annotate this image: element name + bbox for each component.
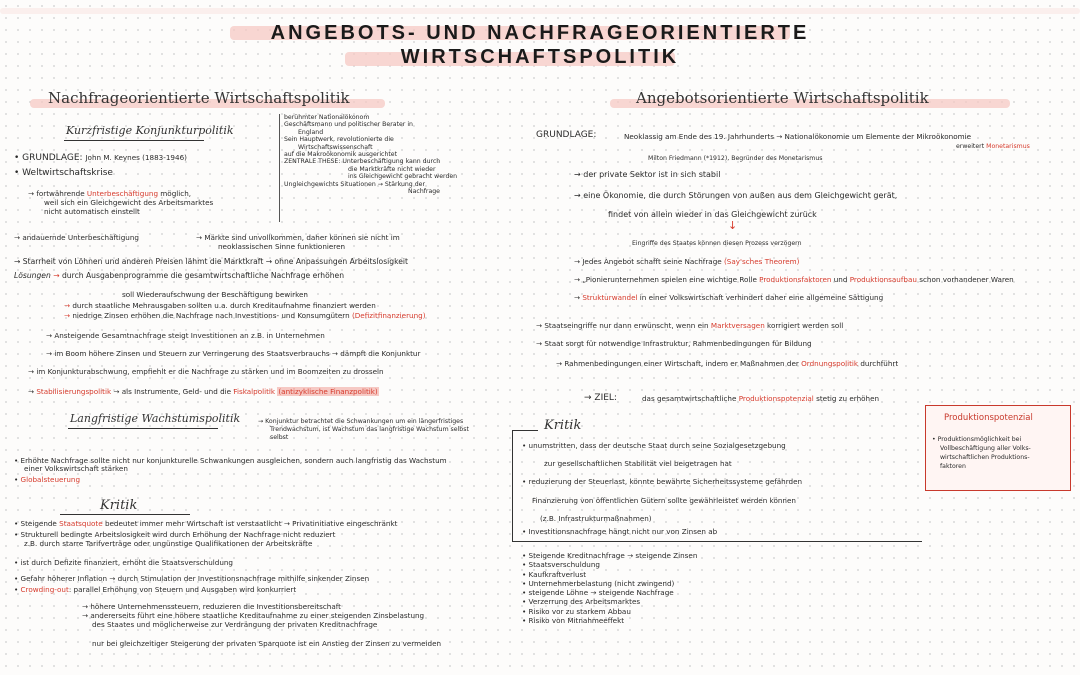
kritik-left-5: • Gefahr höherer Inflation → durch Stimulation der Investitionsnachfrage mithilfe sinkender Zinsen (14, 574, 370, 583)
ziel-post: stetig zu erhöhen (813, 394, 880, 403)
kritik-left-7: → höhere Unternehmenssteuern, reduzieren die Investitionsbereitschaft (82, 602, 341, 611)
andauernde-text: andauernde Unterbeschäftigung (22, 233, 139, 242)
short-term-underline (64, 140, 204, 141)
k6-post: : parallel Erhöhung von Steuern und Ausgaben wird konkurriert (68, 585, 297, 594)
kritik-left-8: → andererseits führt eine höhere staatliche Kreditaufnahme zu einer steigenden Zinsbelastung (82, 611, 425, 620)
k1-post: bedeutet immer mehr Wirtschaft ist verstaatlicht → Privatinitiative eingeschränkt (102, 519, 398, 528)
kritik-list-item-7: Risiko von Mitnahmeeffekt (528, 616, 625, 626)
kritik-list-item: • Steigende Kreditnachfrage → steigende Zinsen (522, 551, 698, 560)
keynes-note-5: auf die Makroökonomik ausgerichtet (284, 151, 398, 159)
page-title-line2: WIRTSCHAFTSPOLITIK (400, 46, 680, 68)
kritik-left-9: des Staates und möglicherweise zur Verdrängung der privaten Kreditnachfrage (92, 620, 378, 629)
kritik-left-6: • Crowding-out: parallel Erhöhung von Steuern und Ausgaben wird konkurriert (14, 585, 297, 594)
kritik-right-4: Finanzierung von öffentlichen Gütern sollte gewährleistet werden können (532, 496, 796, 505)
pionier: → „Pionierunternehmen spielen eine wichtige Rolle Produktionsfaktoren und Produktionsaufbau schon vorhandener Waren (574, 275, 1014, 284)
box-text3: wirtschaftlichen Produktions- (940, 454, 1030, 461)
kritik-left-4: • ist durch Defizite finanziert, erhöht die Staatsverschuldung (14, 558, 233, 567)
konjunktur: → im Konjunkturabschwung, empfiehlt er die Nachfrage zu stärken und im Boomzeiten zu drosseln (28, 367, 384, 376)
stab-fiskal: Fiskalpolitik (233, 387, 276, 396)
keynes-note-6: ZENTRALE THESE: Unterbeschäftigung kann durch (284, 158, 441, 166)
keynes-note-8: ins Gleichgewicht gebracht werden (348, 173, 458, 181)
staat: → Staat sorgt für notwendige Infrastruktur, Rahmenbedingungen für Bildung (536, 339, 812, 348)
box-text2: Vollbeschäftigung aller Volks- (940, 445, 1031, 452)
andauernde: → andauernde Unterbeschäftigung (14, 233, 139, 242)
grundlage-right (536, 130, 596, 140)
k1-red: Staatsquote (59, 519, 103, 528)
page-title-line1: ANGEBOTS- UND NACHFRAGEORIENTIERTE (270, 22, 810, 44)
ansteigende: → Ansteigende Gesamtnachfrage steigt Investitionen an z.B. in Unternehmen (46, 331, 325, 340)
weltwirtschaftskrise-text: Weltwirtschaftskrise (22, 168, 113, 178)
kritik-right-frame-top (512, 430, 538, 431)
kritik-right-list (522, 551, 697, 625)
keynes-note-9: Ungleichgewichts Situationen → Stärkung der (284, 180, 425, 188)
stab-mid: als Instrumente, Geld- und die (121, 387, 234, 396)
kritik-list-item: • Unternehmerbelastung (nicht zwingend) (522, 578, 675, 588)
soll: soll Wiederaufschwung der Beschäftigung bewirken (122, 290, 308, 299)
konjunktur-text: im Konjunkturabschwung, empfiehlt er die Nachfrage zu stärken und im Boomzeiten zu drosseln (36, 367, 384, 376)
andauernde-right: → Märkte sind unvollkommen, daher können sie nicht im (196, 233, 400, 242)
staatliche: → durch staatliche Mehrausgaben sollten u.a. durch Kreditaufnahme finanziert werden (64, 301, 376, 310)
k2-text: Strukturell bedingte Arbeitslosigkeit wird durch Erhöhung der Nachfrage nicht reduziert (20, 530, 336, 539)
keynes-note-10: Nachfrage (408, 188, 440, 196)
boom-text: im Boom höhere Zinsen und Steuern zur Verringerung des Staatsverbrauchs → dämpft die Konjunktur (54, 349, 421, 358)
arrow1-line1: → fortwährende Unterbeschäftigung möglich, (28, 189, 192, 198)
k7-text: höhere Unternehmenssteuern, reduzieren die Investitionsbereitschaft (90, 602, 341, 611)
oekonomie: → eine Ökonomie, die durch Störungen von außen aus dem Gleichgewicht gerät, (574, 191, 898, 200)
kritik-list-item: • Verzerrung des Arbeitsmarktes (522, 597, 641, 607)
angebot-pre: Jedes Angebot schafft seine Nachfrage (582, 257, 724, 266)
long-term-right1-text: Konjunktur betrachtet die Schwankungen um ein längerfristiges (265, 418, 464, 425)
global-text: Globalsteuerung (20, 475, 81, 484)
kritik-left-underline (60, 514, 190, 515)
ziel-pre: das gesamtwirtschaftliche (642, 394, 739, 403)
stab-red: Stabilisierungspolitik (36, 387, 112, 396)
arrow1-pre: fortwährende (36, 189, 87, 198)
kritik-left-10: nur bei gleichzeitiger Steigerung der privaten Sparquote ist ein Anstieg der Zinsen zu vermeiden (92, 639, 442, 648)
kritik-list-item: • Risiko von Mitnahmeeffekt (522, 616, 625, 626)
loesungen: Lösungen → durch Ausgabenprogramme die gesamtwirtschaftliche Nachfrage erhöhen (14, 271, 345, 280)
grundlage-small-text: erweitert (956, 143, 987, 150)
long-term-heading: Langfristige Wachstumspolitik (70, 412, 241, 425)
zinsen-red: (Defizitfinanzierung) (351, 311, 426, 320)
kritik-left-3: z.B. durch starre Tarifverträge oder ungünstige Qualifikationen der Arbeitskräfte (24, 539, 313, 548)
kritik-list-item-2: Kaufkraftverlust (528, 569, 587, 579)
staatseingriffe: → Staatseingriffe nur dann erwünscht, wenn ein Marktversagen korrigiert werden soll (536, 321, 844, 330)
eingriffe: Eingriffe des Staates können diesen Prozess verzögern (632, 240, 802, 247)
keynes-note-3: Sein Hauptwerk, revolutionierte die (284, 136, 394, 144)
ziel-label: ZIEL: (594, 393, 617, 403)
k6-red: Crowding-out (20, 585, 69, 594)
arrow1-line3: nicht automatisch einstellt (44, 207, 140, 216)
kritik-right-2: zur gesellschaftlichen Stabilität viel beigetragen hat (544, 459, 732, 468)
angebot: → Jedes Angebot schafft seine Nachfrage (Say'sches Theorem) (574, 257, 800, 266)
grundlage-red: Monetarismus (986, 143, 1030, 150)
pionier-red2: Produktionsaufbau (849, 275, 917, 284)
c3-text: reduzierung der Steuerlast, könnte bewährte Sicherheitssysteme gefährden (528, 477, 803, 486)
kritik-list-item-6: Risiko vor zu starkem Abbau (528, 606, 631, 616)
kritik-list-item: • Staatsverschuldung (522, 560, 600, 570)
oekonomie2: findet von allein wieder in das Gleichgewicht zurück (608, 210, 817, 219)
right-section-heading: Angebotsorientierte Wirtschaftspolitik (636, 89, 929, 107)
rahmen-pre: Rahmenbedingungen einer Wirtschaft, indem er Maßnahmen der (564, 359, 802, 368)
grundlage-left-text: John M. Keynes (1883-1946) (85, 153, 187, 162)
kritik-right-frame-left (512, 430, 513, 542)
kritik-list-item: • Kaufkraftverlust (522, 569, 587, 579)
starrheit: → Starrheit von Löhnen und anderen Preisen lähmt die Marktkraft → ohne Anpassungen Arbeitslosigkeit (14, 257, 408, 266)
kritik-right-frame-bottom (512, 541, 922, 542)
pionier-red1: Produktionsfaktoren (759, 275, 832, 284)
kritik-left-1: • Steigende Staatsquote bedeutet immer mehr Wirtschaft ist verstaatlicht → Privatinitiative eingeschränkt (14, 519, 398, 528)
rahmen: → Rahmenbedingungen einer Wirtschaft, indem er Maßnahmen der Ordnungspolitik durchführt (556, 359, 899, 368)
box-text1: • Produktionsmöglichkeit bei (932, 436, 1022, 443)
k1-pre: Steigende (20, 519, 60, 528)
long-term-right2: Trendwachstum, ist Wachstum das langfristige Wachstum selbst (270, 426, 469, 433)
keynes-note-7: die Marktkräfte nicht wieder (348, 165, 436, 173)
kritik-list-item-4: steigende Löhne → steigende Nachfrage (528, 588, 674, 598)
kritik-left-2: • Strukturell bedingte Arbeitslosigkeit wird durch Erhöhung der Nachfrage nicht reduziert (14, 530, 336, 539)
weltwirtschaftskrise: • Weltwirtschaftskrise (14, 168, 113, 178)
arrow1-line2: weil sich ein Gleichgewicht des Arbeitsmarktes (44, 198, 214, 207)
struktur: → Strukturwandel in einer Volkswirtschaft verhindert daher eine allgemeine Sättigung (574, 293, 884, 302)
keynes-notes (284, 114, 457, 195)
andauernde-right-text: Märkte sind unvollkommen, daher können sie nicht im (204, 233, 400, 242)
staatseingriffe-pre: Staatseingriffe nur dann erwünscht, wenn ein (544, 321, 711, 330)
rahmen-red: Ordnungspolitik (801, 359, 859, 368)
ziel-red: Produktionspotenzial (738, 394, 814, 403)
kritik-right-heading: Kritik (544, 418, 582, 433)
grundlage-right-small (956, 143, 1030, 150)
boom: → im Boom höhere Zinsen und Steuern zur Verringerung des Staatsverbrauchs → dämpft die Konjunktur (46, 349, 421, 358)
kritik-list-item: • steigende Löhne → steigende Nachfrage (522, 588, 674, 598)
pionier-post: schon vorhandener Waren (916, 275, 1014, 284)
globalsteuerung: • Globalsteuerung (14, 475, 81, 484)
box-heading: Produktionspotenzial (944, 413, 1033, 423)
grundlage-left-label: GRUNDLAGE: (22, 153, 83, 163)
kritik-list-item: • Risiko vor zu starkem Abbau (522, 606, 631, 616)
arrow1-post: möglich, (158, 189, 192, 198)
ziel: → ZIEL: (584, 393, 617, 403)
k5-text: Gefahr höherer Inflation → durch Stimulation der Investitionsnachfrage mithilfe sinkender Zinsen (20, 574, 370, 583)
grundlage-left: • GRUNDLAGE: John M. Keynes (1883-1946) (14, 153, 187, 163)
erhoehte-text: Erhöhte Nachfrage sollte nicht nur konjunkturelle Schwankungen ausgleichen, sondern auch langfristig das Wachstum (20, 456, 447, 465)
keynes-note-1: Geschäftsmann und politischer Berater in (284, 121, 413, 129)
long-term-underline (68, 428, 218, 429)
kritik-list-item-1: Staatsverschuldung (528, 560, 600, 570)
rahmen-post: durchführt (858, 359, 899, 368)
privat-text: der private Sektor ist in sich stabil (583, 170, 721, 179)
oekonomie-text: eine Ökonomie, die durch Störungen von außen aus dem Gleichgewicht gerät, (583, 191, 898, 200)
keynes-note-2: England (298, 128, 324, 136)
keynes-bracket (279, 114, 280, 222)
staatseingriffe-red: Marktversagen (710, 321, 765, 330)
struktur-post: in einer Volkswirtschaft verhindert daher eine allgemeine Sättigung (637, 293, 884, 302)
pionier-pre: „Pionierunternehmen spielen eine wichtige Rolle (582, 275, 760, 284)
k8-text: andererseits führt eine höhere staatliche Kreditaufnahme zu einer steigenden Zinsbelastung (90, 611, 425, 620)
pionier-mid: und (831, 275, 850, 284)
erhoehte2: einer Volkswirtschaft stärken (24, 464, 128, 473)
kritik-right-5: (z.B. Infrastrukturmaßnahmen) (540, 514, 652, 523)
struktur-red: Strukturwandel (582, 293, 638, 302)
long-term-right3: selbst (270, 434, 289, 441)
kritik-right-6: • Investitionsnachfrage hängt nicht nur von Zinsen ab (522, 527, 718, 536)
ansteigende-text: Ansteigende Gesamtnachfrage steigt Investitionen an z.B. in Unternehmen (54, 331, 325, 340)
erhoehte: • Erhöhte Nachfrage sollte nicht nur konjunkturelle Schwankungen ausgleichen, sondern auch langfristig das Wachstum (14, 456, 447, 465)
friedman: Milton Friedmann (*1912), Begründer des Monetarismus (648, 155, 823, 162)
keynes-note-4: Wirtschaftswissenschaft (298, 143, 373, 151)
kritik-list-item-0: Steigende Kreditnachfrage → steigende Zinsen (528, 551, 698, 560)
left-section-heading: Nachfrageorientierte Wirtschaftspolitik (48, 89, 350, 107)
stab-anti: (antizyklische Finanzpolitik) (278, 387, 378, 396)
starrheit-text: Starrheit von Löhnen und anderen Preisen lähmt die Marktkraft → ohne Anpassungen Arbeitslosigkeit (22, 257, 408, 266)
box-text1-span: Produktionsmöglichkeit bei (937, 436, 1022, 443)
grundlage-right-text: Neoklassig am Ende des 19. Jahrhunderts → Nationalökonomie um Elemente der Mikroökonomie (624, 132, 972, 141)
kritik-list-item-5: Verzerrung des Arbeitsmarktes (528, 597, 641, 607)
angebot-red: (Say'sches Theorem) (723, 257, 800, 266)
kritik-left-heading: Kritik (100, 498, 138, 513)
long-term-right1: → Konjunktur betrachtet die Schwankungen um ein längerfristiges (258, 418, 464, 425)
ziel-text (642, 395, 879, 404)
stabilisierung: → Stabilisierungspolitik → als Instrumente, Geld- und die Fiskalpolitik (antizyklische Finanzpolitik) (28, 387, 378, 396)
loesungen-text: durch Ausgabenprogramme die gesamtwirtschaftliche Nachfrage erhöhen (61, 271, 345, 280)
staatseingriffe-post: korrigiert werden soll (764, 321, 844, 330)
andauernde-right2: neoklassischen Sinne funktionieren (218, 242, 346, 251)
zinsen-pre: niedrige Zinsen erhöhen die Nachfrage nach Investitions- und Konsumgütern (72, 311, 352, 320)
staatliche-text: durch staatliche Mehrausgaben sollten u.a. durch Kreditaufnahme finanziert werden (72, 301, 376, 310)
box-text4: faktoren (940, 463, 966, 470)
c1-text: unumstritten, dass der deutsche Staat durch seine Sozialgesetzgebung (528, 441, 786, 450)
kritik-right-1: • unumstritten, dass der deutsche Staat durch seine Sozialgesetzgebung (522, 441, 786, 450)
grundlage-right-label: GRUNDLAGE: (536, 130, 597, 140)
c6-text: Investitionsnachfrage hängt nicht nur von Zinsen ab (528, 527, 718, 536)
short-term-heading: Kurzfristige Konjunkturpolitik (66, 124, 234, 137)
k4-text: ist durch Defizite finanziert, erhöht die Staatsverschuldung (20, 558, 233, 567)
produktionspotenzial-box (925, 405, 1071, 491)
keynes-note-0: berühmter Nationalökonom (284, 114, 370, 121)
kritik-list-item-3: Unternehmerbelastung (nicht zwingend) (528, 578, 675, 588)
title-highlight-3 (0, 8, 1080, 14)
down-arrow: ↓ (728, 219, 738, 232)
arrow1-red: Unterbeschäftigung (86, 189, 159, 198)
loesungen-label: Lösungen (14, 271, 51, 280)
privat: → der private Sektor ist in sich stabil (574, 170, 721, 179)
zinsen: → niedrige Zinsen erhöhen die Nachfrage nach Investitions- und Konsumgütern (Defizitfinanzierung) (64, 311, 426, 320)
staat-text: Staat sorgt für notwendige Infrastruktur, Rahmenbedingungen für Bildung (544, 339, 812, 348)
kritik-right-3: • reduzierung der Steuerlast, könnte bewährte Sicherheitssysteme gefährden (522, 477, 803, 486)
